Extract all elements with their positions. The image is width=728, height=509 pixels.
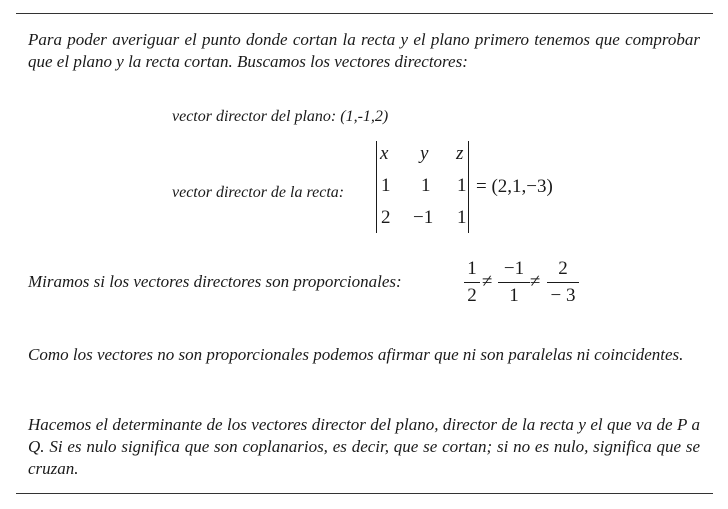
matrix-header-y: y [420,143,429,164]
fraction-2 [494,258,534,307]
determinant-right-bar [468,141,469,233]
fraction-1-denominator: 2 [467,285,477,306]
fraction-2-bar [498,282,530,283]
conclusion-paragraph: Como los vectores no son proporcionales podemos afirmar que ni son paralelas ni coincidentes. [28,345,684,364]
matrix-cell-r1c1: 1 [381,175,391,196]
matrix-header-x: x [380,143,389,164]
matrix-cell-r1c3: 1 [457,175,467,196]
fraction-2-denominator: 1 [509,285,519,306]
proportional-label: Miramos si los vectores directores son proporcionales: [28,272,402,291]
plane-vector-label: vector director del plano [172,108,331,125]
plane-vector-value: : (1,-1,2) [330,108,389,125]
fraction-3-bar [547,282,579,283]
top-rule [16,13,713,14]
fraction-3 [543,258,583,307]
line-vector-result: = (2,1,−3) [476,176,553,197]
intro-paragraph: Para poder averiguar el punto donde cortan la recta y el plano primero tenemos que comprobar que el plano y la recta cortan. Buscamos los vectores directores: [28,30,700,71]
plane-vector-line [172,107,388,127]
matrix-cell-r1c2: 1 [421,175,431,196]
matrix-cell-r2c1: 2 [381,207,391,228]
fraction-1-bar [464,282,480,283]
determinant-matrix [376,141,470,233]
not-equal-sign-2: ≠ [530,271,541,292]
fraction-3-denominator: − 3 [550,285,576,306]
determinant-left-bar [376,141,377,233]
fraction-3-numerator: 2 [558,258,568,279]
fraction-2-numerator: −1 [503,258,525,279]
determinant-paragraph: Hacemos el determinante de los vectores director del plano, director de la recta y el que va de P a Q. Si es nulo significa que son coplanarios, es decir, que se cortan; si no es nulo, significa que se cruzan. [28,415,700,478]
fraction-1-numerator: 1 [467,258,477,279]
bottom-rule [16,493,713,494]
matrix-cell-r2c3: 1 [457,207,467,228]
matrix-cell-r2c2: −1 [413,207,434,228]
line-vector-label: vector director de la recta: [172,184,345,201]
not-equal-sign-1: ≠ [482,271,493,292]
matrix-header-z: z [456,143,464,164]
